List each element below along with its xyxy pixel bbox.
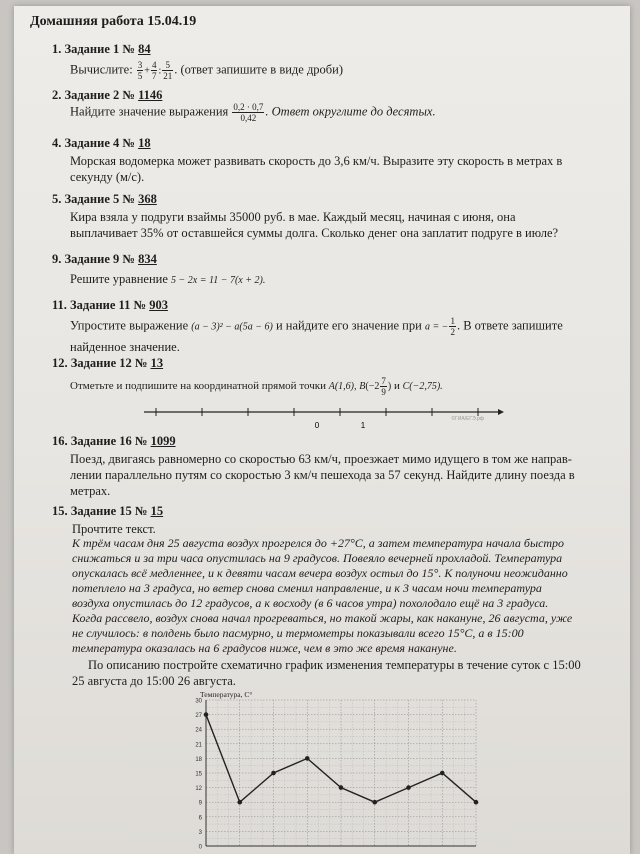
data-point: [474, 800, 479, 805]
watermark: ©ГИА/ЕГЭ.рф: [451, 416, 484, 422]
task-5-number[interactable]: 368: [138, 192, 157, 206]
data-point: [237, 800, 242, 805]
y-tick-label: 18: [195, 756, 202, 763]
task-5-line-2: выплачивает 35% от оставшейся суммы долга. Сколько денег она заплатит подруге в июле?: [70, 226, 559, 240]
y-tick-label: 9: [198, 800, 202, 807]
y-tick-label: 15: [195, 771, 202, 778]
y-tick-label: 12: [195, 786, 202, 793]
y-tick-label: 6: [198, 815, 202, 822]
task-4-heading: 4. Задание 4 № 18: [52, 136, 151, 150]
task-4-line-2: секунду (м/с).: [70, 170, 145, 184]
task-1-text: Вычислите: $\frac{3}{5}$ + $\frac{4}{7}$ : $\frac{5}{21}$ . (ответ запишите в виде дроби): [70, 60, 344, 81]
arrow-right-icon: [498, 409, 504, 415]
task-9-heading: 9. Задание 9 № 834: [52, 252, 157, 266]
temperature-chart: [184, 698, 484, 854]
task-15-story-line: температура оказалась на 6 градусов ниже, чем в это же время накануне.: [72, 641, 457, 655]
task-2-number[interactable]: 1146: [138, 88, 163, 102]
task-5-heading: 5. Задание 5 № 368: [52, 192, 157, 206]
task-15-story-line: К трём часам дня 25 августа воздух прогрелся до +27°C, а затем температура начала быстро: [72, 536, 565, 550]
data-point: [406, 785, 411, 790]
task-5-line-1: Кира взяла у подруги взаймы 35000 руб. в мае. Каждый месяц, начиная с июня, она: [70, 210, 516, 224]
task-11-number[interactable]: 903: [149, 298, 168, 312]
task-15-read: Прочтите текст.: [72, 522, 156, 536]
task-16-number[interactable]: 1099: [150, 434, 176, 448]
task-16-heading: 16. Задание 16 № 1099: [52, 434, 176, 448]
task-15-story-line: не случилось: в полдень было пасмурно, и термометры показывали всего 15°C, а в 15:00: [72, 626, 524, 640]
task-15-number[interactable]: 15: [150, 504, 164, 518]
y-tick-label: 27: [195, 713, 202, 720]
data-point: [204, 712, 209, 717]
task-15-question-line-2: 25 августа до 15:00 26 августа.: [72, 674, 236, 688]
task-1-number[interactable]: 84: [138, 42, 151, 56]
task-15-story-line: опускалась всё медленнее, и к девяти часам вечера воздух остыл до 15°. К полуночи неожиданно: [72, 566, 568, 580]
task-9-number[interactable]: 834: [138, 252, 157, 266]
task-12-text: Отметьте и подпишите на координатной прямой точки A(1,6), B(−2 $\frac{7}{9}$ ) и C(−2,75).: [70, 376, 443, 397]
task-11-line-1: Упростите выражение (a − 3)² − a(5a − 6) и найдите его значение при a = − $\frac{1}{2}$ . В ответе запишите: [70, 316, 563, 337]
task-12-number[interactable]: 13: [150, 356, 164, 370]
y-tick-label: 21: [195, 742, 202, 749]
task-11-heading: 11. Задание 11 № 903: [52, 298, 168, 312]
data-point: [372, 800, 377, 805]
tick-label-zero: 0: [314, 421, 320, 430]
y-tick-label: 30: [195, 698, 202, 705]
data-point: [305, 756, 310, 761]
task-2-heading: 2. Задание 2 № 1146: [52, 88, 163, 102]
task-15-story-line: потеплело на 3 градуса, но ветер снова сменил направление, и к 3 часам ночи температура: [72, 581, 542, 595]
y-tick-label: 3: [198, 829, 202, 836]
task-16-line-2: лении параллельно путям со скоростью 3 км/ч пешехода за 57 секунд. Найдите длину поезда в: [70, 468, 575, 482]
task-4-line-1: Морская водомерка может развивать скорость до 3,6 км/ч. Выразите эту скорость в метрах в: [70, 154, 563, 168]
task-12-heading: 12. Задание 12 № 13: [52, 356, 164, 370]
data-point: [271, 771, 276, 776]
data-point: [440, 771, 445, 776]
number-line: [144, 406, 504, 434]
task-4-number[interactable]: 18: [138, 136, 151, 150]
y-tick-label: 0: [198, 844, 202, 851]
chart-title: Температура, C°: [200, 690, 253, 699]
task-9-text: Решите уравнение 5 − 2x = 11 − 7(x + 2).: [70, 272, 266, 286]
task-2-text: Найдите значение выражения $\frac{0,2 \cdot 0,7}{0,42}$ . Ответ округлите до десятых.: [70, 102, 436, 123]
task-15-story-line: Когда рассвело, воздух снова начал прогреваться, но такой жары, как накануне, 26 августа, уже: [72, 611, 573, 625]
data-point: [339, 785, 344, 790]
task-15-heading: 15. Задание 15 № 15: [52, 504, 164, 518]
y-tick-label: 24: [195, 727, 202, 734]
task-15-question-line-1: По описанию постройте схематично график изменения температуры в течение суток с 15:00: [88, 658, 581, 672]
task-11-line-2: найденное значение.: [70, 340, 180, 354]
task-1-heading: 1. Задание 1 № 84: [52, 42, 151, 56]
task-15-story-line: снижаться и за три часа опустилась на 9 градусов. Повеяло вечерней прохладой. Температура: [72, 551, 563, 565]
task-16-line-1: Поезд, двигаясь равномерно со скоростью 63 км/ч, проезжает мимо идущего в том же направ-: [70, 452, 572, 466]
task-16-line-3: метрах.: [70, 484, 111, 498]
worksheet: [14, 6, 630, 854]
page-title: Домашняя работа 15.04.19: [30, 14, 197, 29]
tick-label-one: 1: [360, 421, 366, 430]
task-15-story-line: воздуха опустилась до 12 градусов, а к восходу (в 6 часов утра) похолодало ещё на 3 градуса.: [72, 596, 549, 610]
